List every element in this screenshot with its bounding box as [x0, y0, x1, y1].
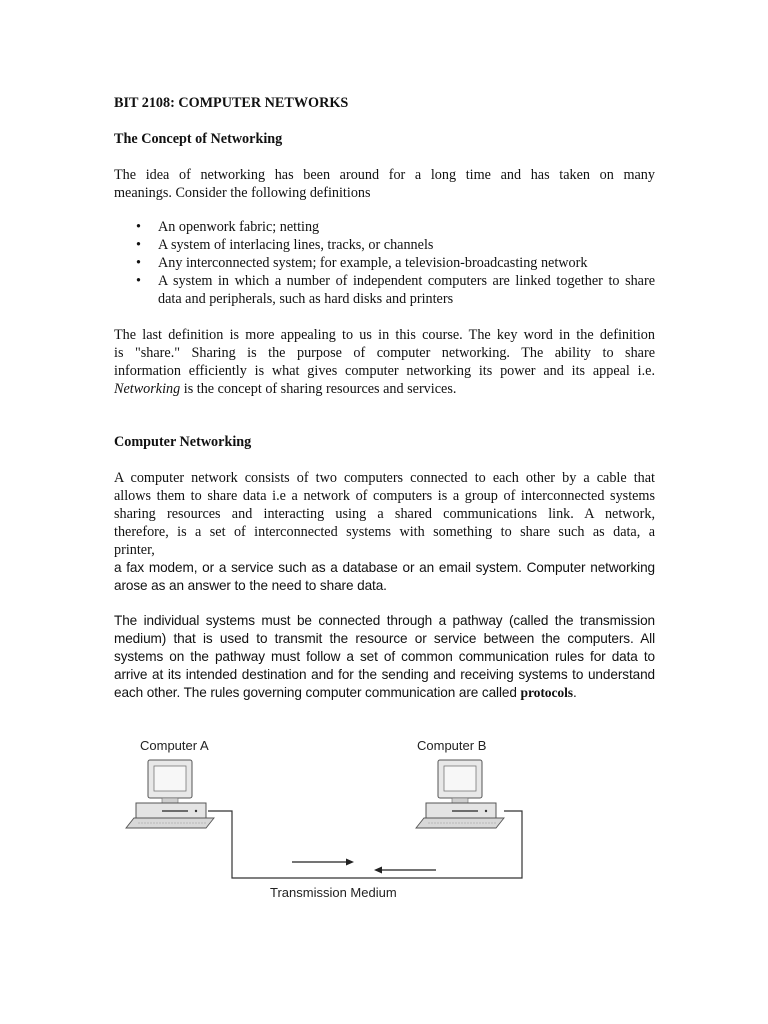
list-item: • A system in which a number of independent computers are linked together to share data and peripherals, such as hard disks and printers: [136, 273, 655, 307]
bullet-icon: •: [136, 237, 141, 253]
list-item: • An openwork fabric; netting: [136, 219, 320, 235]
computer-b-label: Computer B: [417, 738, 487, 753]
list-item: • A system of interlacing lines, tracks, or channels: [136, 237, 434, 253]
para2-line-2: is "share." Sharing is the purpose of computer networking. The ability to share: [114, 345, 655, 361]
cn-line-4: therefore, is a set of interconnected systems with something to share such as data, a: [114, 524, 655, 540]
computer-a-label: Computer A: [140, 738, 209, 753]
tm-line-3: systems on the pathway must follow a set of common communication rules for data to: [114, 649, 655, 664]
cn-line-1: A computer network consists of two computers connected to each other by a cable that: [114, 470, 655, 486]
definitions-list: [114, 218, 655, 308]
cn-line-7: arose as an answer to the need to share data.: [114, 578, 387, 593]
tm-line-4: arrive at its intended destination and for the sending and receiving systems to understand: [114, 667, 655, 682]
bullet-icon: •: [136, 219, 141, 235]
course-title: BIT 2108: COMPUTER NETWORKS: [114, 95, 349, 111]
transmission-medium-label: Transmission Medium: [270, 885, 397, 900]
cn-line-2: allows them to share data i.e a network of computers is a group of interconnected systems: [114, 488, 655, 504]
cn-line-3: sharing resources and interacting using a shared communications link. A network,: [114, 506, 655, 522]
arrow-right-icon: [292, 859, 354, 866]
intro-line-2: meanings. Consider the following definitions: [114, 185, 371, 201]
computer-b-icon: [416, 760, 504, 828]
tm-line-2: medium) that is used to transmit the resource or service between the computers. All: [114, 631, 655, 646]
bullet-icon: •: [136, 273, 141, 289]
para2-line-4: Networking is the concept of sharing resources and services.: [114, 381, 457, 397]
network-diagram: [112, 728, 552, 908]
section-heading-networking: Computer Networking: [114, 434, 252, 450]
bullet-icon: •: [136, 255, 141, 271]
para2-line-3: information efficiently is what gives computer networking its power and its appeal i.e.: [114, 363, 655, 379]
tm-line-5: each other. The rules governing computer communication are called protocols.: [114, 685, 577, 700]
section-heading-concept: The Concept of Networking: [114, 131, 283, 147]
list-item: • Any interconnected system; for example, a television-broadcasting network: [136, 255, 588, 271]
tm-line-1: The individual systems must be connected through a pathway (called the transmission: [114, 613, 655, 628]
protocols-term: protocols: [520, 685, 573, 700]
para2-line-1: The last definition is more appealing to us in this course. The key word in the definition: [114, 327, 655, 343]
cn-line-5: printer,: [114, 542, 155, 558]
intro-line-1: The idea of networking has been around for a long time and has taken on many: [114, 167, 655, 183]
italic-networking: Networking: [114, 381, 181, 397]
computer-a-icon: [126, 760, 214, 828]
arrow-left-icon: [374, 867, 436, 874]
cn-line-6: a fax modem, or a service such as a database or an email system. Computer networking: [114, 560, 655, 575]
